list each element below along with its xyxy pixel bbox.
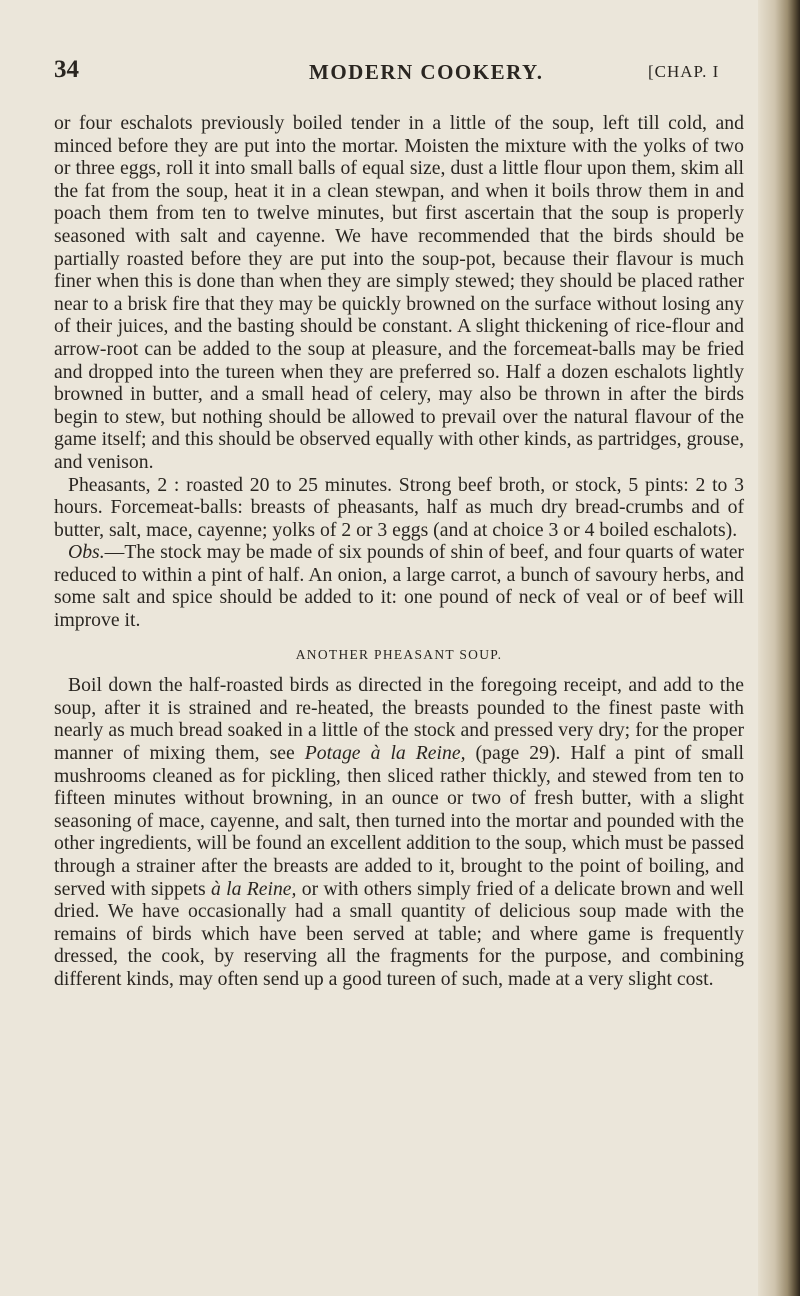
recipe-text-part-3: or with others simply fried of a delicate brown and well dried. We have occasionally had a small quantity of delicious soup made with the remains of birds which have been served at table; and where game is frequently dressed, the cook, by reserving all the fragments for the purpose, and combining different kinds, may often send up a good tureen of such, made at a very slight cost.: [54, 877, 744, 990]
running-title: MODERN COOKERY.: [309, 60, 544, 84]
section-heading: ANOTHER PHEASANT SOUP.: [295, 646, 503, 662]
paragraph-ingredients: Pheasants, 2 : roasted 20 to 25 minutes. Strong beef broth, or stock, 5 pints: 2 to 3 hours. Forcemeat-balls: breasts of pheasants, half as much dry bread-crumbs and of butter, salt, mace, cayenne; yolks of 2 or 3 eggs (and at choice 3 or 4 boiled eschalots).: [54, 473, 744, 541]
paragraph-continued: or four eschalots previously boiled tender in a little of the soup, left till cold, and minced before they are put into the mortar. Moisten the mixture with the yolks of two or three eggs, roll it into small balls of equal size, dust a little flour upon them, skim all the fat from the soup, heat it in a clean stewpan, and when it boils throw them in and poach them from ten to twelve minutes, but first ascertain that the soup is properly seasoned with salt and cayenne. We have recommended that the birds should be partially roasted before they are put into the soup-pot, because their flavour is much finer when this is done than when they are simply stewed; they should be placed rather near to a brisk fire that they may be quickly browned on the surface without losing any of their juices, and the basting should be constant. A slight thickening of rice-flour and arrow-root can be added to the soup at pleasure, and the forcemeat-balls may be fried and dropped into the tureen when they are preferred so. Half a dozen eschalots lightly browned in butter, and a small head of celery, may also be thrown in after the birds begin to stew, but nothing should be allowed to prevail over the natural flavour of the game itself; and this should be observed equally with other kinds, as partridges, grouse, and venison.: [54, 112, 744, 473]
obs-text: —The stock may be made of six pounds of shin of beef, and four quarts of water reduced to within a pint of half. An onion, a large carrot, a bunch of savoury herbs, and some salt and spice should be added to it: one pound of neck of veal or of beef will improve it.: [54, 541, 744, 632]
page-body: [54, 112, 744, 991]
recipe-italic-potage: Potage à la Reine,: [304, 742, 466, 765]
recipe-text-part-1: Boil down the half-roasted birds as directed in the foregoing receipt, and add to the soup, after it is strained and re-heated, the breasts pounded to the finest paste with nearly as much bread soaked in a little of the stock and pressed very dry; for the proper manner of mixing them, see: [54, 674, 744, 765]
paragraph-recipe: [54, 674, 744, 990]
obs-label: Obs.: [68, 541, 105, 564]
page-edge-shadow: [758, 0, 800, 1296]
recipe-text-part-2: (page 29). Half a pint of small mushrooms cleaned as for pickling, then sliced rather thickly, and stewed from ten to fifteen minutes without browning, in an ounce or two of fresh butter, with a slight seasoning of mace, cayenne, and salt, then turned into the mortar and pounded with the other ingredients, will be found an excellent addition to the soup, which must be passed through a strainer after the breasts are added to it, brought to the point of boiling, and served with sippets: [54, 742, 745, 900]
page-number: 34: [54, 56, 79, 83]
recipe-italic-reine: à la Reine,: [210, 877, 297, 900]
chapter-label: [CHAP. I: [648, 62, 720, 81]
page-header: [54, 56, 744, 90]
paragraph-observation: [54, 541, 744, 631]
